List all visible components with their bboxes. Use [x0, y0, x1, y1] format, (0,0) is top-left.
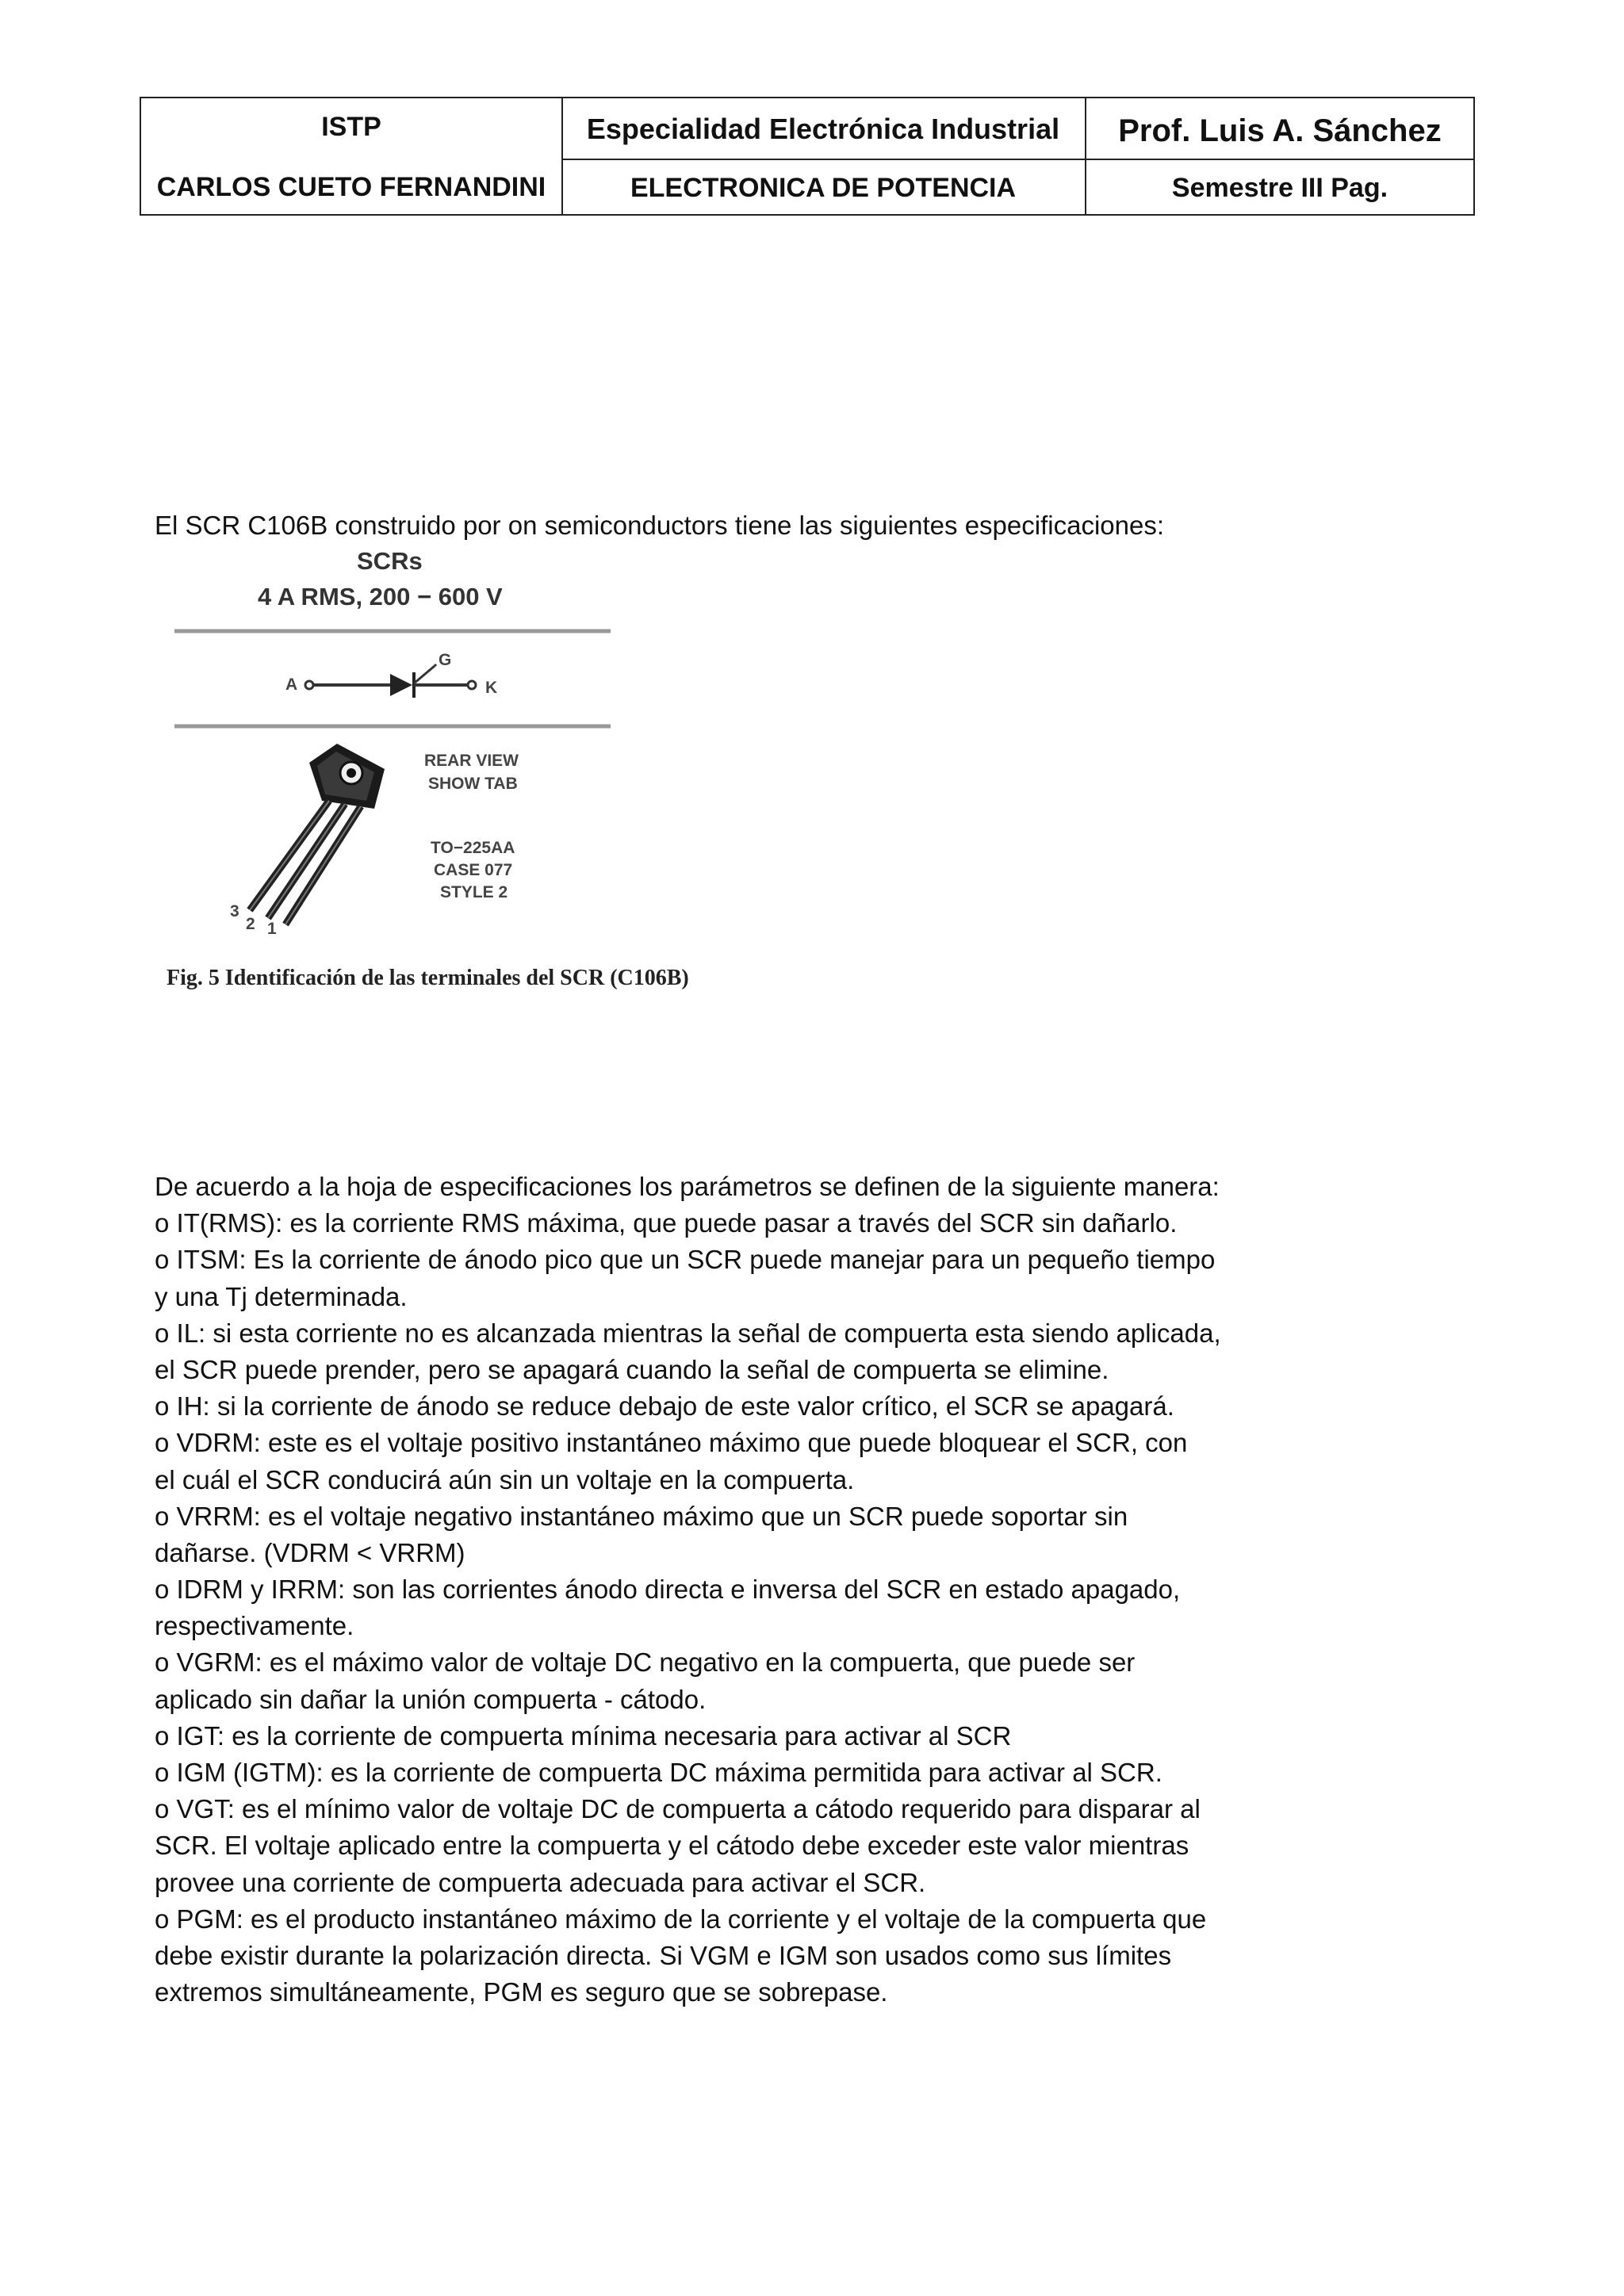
text-line: o VDRM: este es el voltaje positivo instantáneo máximo que puede bloquear el SCR, con [155, 1428, 1188, 1458]
text-line: o IL: si esta corriente no es alcanzada mientras la señal de compuerta esta siendo aplicada, [155, 1318, 1221, 1348]
figure-title: SCRs [357, 547, 423, 575]
specialty: Especialidad Electrónica Industrial [586, 113, 1060, 145]
text-line: el cuál el SCR conducirá aún sin un voltaje en la compuerta. [155, 1464, 855, 1494]
view-label-line2: SHOW TAB [428, 775, 518, 793]
text-line: SCR. El voltaje aplicado entre la compuerta y el cátodo debe exceder este valor mientras [155, 1831, 1189, 1861]
school-full-name: CARLOS CUETO FERNANDINI [156, 171, 546, 202]
text-line: o PGM: es el producto instantáneo máximo de la corriente y el voltaje de la compuerta que [155, 1904, 1207, 1934]
text-line: o VGT: es el mínimo valor de voltaje DC de compuerta a cátodo requerido para disparar al [155, 1794, 1201, 1824]
pin-1-label: 1 [267, 920, 277, 938]
anode-label: A [285, 675, 298, 694]
package-label-line2: CASE 077 [434, 861, 513, 879]
semester-page: Semestre III Pag. [1171, 172, 1388, 203]
professor-name: Prof. Luis A. Sánchez [1118, 113, 1442, 148]
text-line: debe existir durante la polarización directa. Si VGM e IGM son usados como sus límites [155, 1940, 1172, 1970]
text-line: o IGM (IGTM): es la corriente de compuerta DC máxima permitida para activar al SCR. [155, 1758, 1162, 1787]
text-line: extremos simultáneamente, PGM es seguro que se sobrepase. [155, 1977, 888, 2007]
text-line: o IDRM y IRRM: son las corrientes ánodo directa e inversa del SCR en estado apagado, [155, 1575, 1181, 1605]
cathode-label: K [485, 679, 498, 697]
figure-rating: 4 A RMS, 200 − 600 V [258, 583, 503, 610]
course-name: ELECTRONICA DE POTENCIA [630, 172, 1017, 203]
parameter-definitions [155, 1169, 1455, 2011]
text-line: dañarse. (VDRM < VRRM) [155, 1537, 465, 1567]
text-line: o IGT: es la corriente de compuerta mínima necesaria para activar al SCR [155, 1720, 1012, 1751]
text-line: respectivamente. [155, 1611, 354, 1641]
pin-3-label: 3 [230, 902, 239, 920]
text-line: o VGRM: es el máximo valor de voltaje DC negativo en la compuerta, que puede ser [155, 1647, 1136, 1678]
school-name: ISTP [321, 111, 381, 142]
scr-figure [167, 539, 722, 1015]
to225-package-icon [250, 744, 385, 924]
text-line: o IH: si la corriente de ánodo se reduce debajo de este valor crítico, el SCR se apagará. [155, 1391, 1174, 1422]
text-line: el SCR puede prender, pero se apagará cuando la señal de compuerta se elimine. [155, 1354, 1109, 1384]
text-line: o ITSM: Es la corriente de ánodo pico que un SCR puede manejar para un pequeño tiempo [155, 1245, 1216, 1275]
header-table [140, 97, 1475, 216]
gate-label: G [439, 651, 452, 669]
text-line: o IT(RMS): es la corriente RMS máxima, que puede pasar a través del SCR sin dañarlo. [155, 1208, 1178, 1238]
text-line: aplicado sin dañar la unión compuerta - cátodo. [155, 1684, 707, 1714]
view-label-line1: REAR VIEW [424, 752, 519, 770]
pin-2-label: 2 [246, 915, 255, 933]
intro-paragraph: El SCR C106B construido por on semiconductors tiene las siguientes especificaciones: [155, 511, 1164, 540]
text-line: provee una corriente de compuerta adecuada para activar el SCR. [155, 1867, 926, 1897]
package-label-line1: TO−225AA [431, 839, 515, 857]
package-label-line3: STYLE 2 [440, 883, 508, 901]
text-line: o VRRM: es el voltaje negativo instantáneo máximo que un SCR puede soportar sin [155, 1501, 1128, 1531]
text-line: De acuerdo a la hoja de especificaciones los parámetros se definen de la siguiente manera: [155, 1172, 1220, 1201]
text-line: y una Tj determinada. [155, 1281, 408, 1311]
figure-caption: Fig. 5 Identificación de las terminales del SCR (C106B) [167, 966, 689, 990]
